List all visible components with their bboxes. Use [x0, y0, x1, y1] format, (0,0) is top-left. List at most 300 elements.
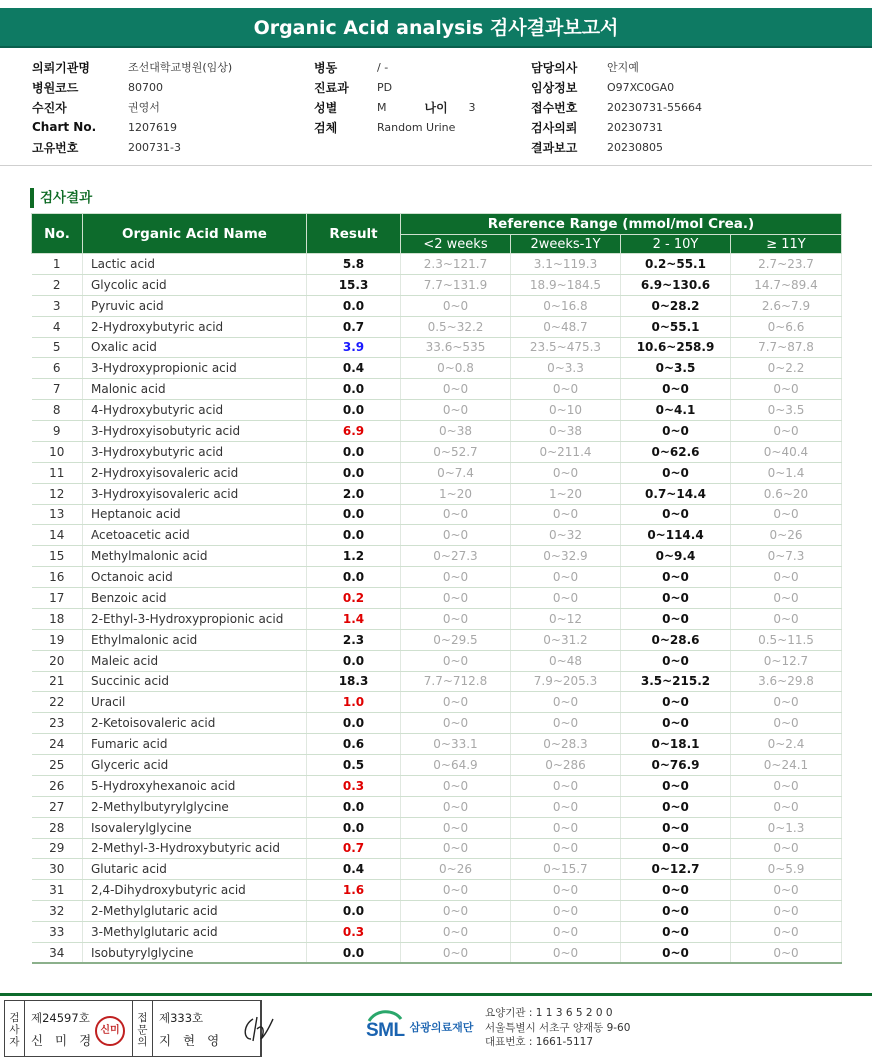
ref-2weeks-1y: 0~0	[511, 901, 621, 922]
result-value: 0.0	[307, 400, 401, 421]
result-value: 2.3	[307, 629, 401, 650]
info-value: 1207619	[128, 120, 177, 134]
row-number: 27	[32, 796, 83, 817]
table-row	[32, 400, 842, 421]
acid-name: 4-Hydroxybutyric acid	[83, 400, 307, 421]
result-value: 1.2	[307, 546, 401, 567]
ref-under-2-weeks: 0~0	[401, 796, 511, 817]
result-value: 0.3	[307, 775, 401, 796]
ref-under-2-weeks: 0~0	[401, 713, 511, 734]
acid-name: Octanoic acid	[83, 567, 307, 588]
ref-2-10y: 0~0	[621, 922, 731, 943]
table-row	[32, 588, 842, 609]
ref-under-2-weeks: 2.3~121.7	[401, 254, 511, 275]
ref-2-10y: 0~0	[621, 379, 731, 400]
ref-2-10y: 0~76.9	[621, 755, 731, 776]
ref-2weeks-1y: 0~10	[511, 400, 621, 421]
ref-under-2-weeks: 0~0	[401, 379, 511, 400]
contact-line: 대표번호 : 1661-5117	[485, 1036, 594, 1048]
reviewer-label: 접 문 의	[133, 1001, 153, 1056]
acid-name: 2-Hydroxyisovaleric acid	[83, 462, 307, 483]
reviewer-number: 제333호	[159, 1011, 204, 1025]
info-label: 고유번호	[32, 140, 79, 155]
result-value: 0.0	[307, 379, 401, 400]
info-row	[314, 97, 476, 117]
acid-name: Glutaric acid	[83, 859, 307, 880]
ref-11y-plus: 0~0	[731, 588, 842, 609]
acid-name: 2,4-Dihydroxybutyric acid	[83, 880, 307, 901]
reviewer-cell	[153, 1001, 261, 1056]
ref-11y-plus: 0.5~11.5	[731, 629, 842, 650]
result-value: 0.6	[307, 734, 401, 755]
result-value: 0.7	[307, 838, 401, 859]
result-value: 1.0	[307, 692, 401, 713]
result-value: 3.9	[307, 337, 401, 358]
result-value: 1.6	[307, 880, 401, 901]
ref-2weeks-1y: 0~0	[511, 817, 621, 838]
ref-2-10y: 0~0	[621, 713, 731, 734]
info-label: 임상정보	[531, 80, 578, 95]
org-logo-text: SML	[366, 1020, 405, 1041]
result-value: 5.8	[307, 254, 401, 275]
table-row	[32, 775, 842, 796]
results-table	[31, 213, 842, 964]
table-row	[32, 567, 842, 588]
ref-11y-plus: 0~0	[731, 880, 842, 901]
info-label: 검체	[314, 120, 338, 135]
info-label: 수진자	[32, 100, 67, 115]
info-row	[32, 57, 232, 77]
ref-under-2-weeks: 0~0	[401, 567, 511, 588]
table-row	[32, 525, 842, 546]
age-label: 나이	[424, 100, 448, 115]
ref-11y-plus: 0~1.4	[731, 462, 842, 483]
examiner-label: 검 사 자	[5, 1001, 25, 1056]
info-value: 조선대학교병원(임상)	[128, 61, 233, 74]
info-label: 접수번호	[531, 100, 578, 115]
ref-2-10y: 0~0	[621, 775, 731, 796]
ref-2-10y: 0~0	[621, 608, 731, 629]
age-value: 3	[468, 100, 476, 114]
org-logo	[366, 1006, 473, 1042]
ref-2-10y: 0~4.1	[621, 400, 731, 421]
info-row	[314, 117, 476, 137]
acid-name: Fumaric acid	[83, 734, 307, 755]
ref-under-2-weeks: 0~0	[401, 942, 511, 963]
ref-2-10y: 0~18.1	[621, 734, 731, 755]
table-row	[32, 504, 842, 525]
ref-2weeks-1y: 1~20	[511, 483, 621, 504]
ref-2-10y: 0~9.4	[621, 546, 731, 567]
ref-11y-plus: 0~0	[731, 775, 842, 796]
info-value: M	[377, 100, 387, 114]
ref-2weeks-1y: 0~16.8	[511, 295, 621, 316]
ref-2-10y: 0~0	[621, 567, 731, 588]
result-value: 6.9	[307, 421, 401, 442]
ref-under-2-weeks: 0~7.4	[401, 462, 511, 483]
acid-name: Isovalerylglycine	[83, 817, 307, 838]
ref-2weeks-1y: 0~0	[511, 838, 621, 859]
row-number: 24	[32, 734, 83, 755]
info-row	[32, 117, 232, 137]
ref-under-2-weeks: 0~0	[401, 650, 511, 671]
info-label: 병동	[314, 60, 338, 75]
info-row	[32, 97, 232, 117]
ref-under-2-weeks: 0~0	[401, 838, 511, 859]
ref-under-2-weeks: 0~29.5	[401, 629, 511, 650]
acid-name: Pyruvic acid	[83, 295, 307, 316]
result-value: 18.3	[307, 671, 401, 692]
ref-2weeks-1y: 0~0	[511, 942, 621, 963]
ref-2-10y: 0.2~55.1	[621, 254, 731, 275]
info-row	[32, 137, 232, 157]
row-number: 17	[32, 588, 83, 609]
header-age-11y-plus: ≥ 11Y	[731, 235, 842, 254]
acid-name: Heptanoic acid	[83, 504, 307, 525]
reviewer-name: 지 현 영	[159, 1033, 224, 1048]
info-label: Chart No.	[32, 120, 97, 134]
ref-11y-plus: 0~0	[731, 692, 842, 713]
ref-2-10y: 0~55.1	[621, 316, 731, 337]
examiner-name: 신 미 경	[31, 1033, 96, 1048]
info-row	[531, 97, 702, 117]
table-row	[32, 358, 842, 379]
acid-name: Succinic acid	[83, 671, 307, 692]
examiner-seal-icon: 신미	[95, 1016, 125, 1046]
acid-name: 3-Hydroxybutyric acid	[83, 441, 307, 462]
ref-2weeks-1y: 0~3.3	[511, 358, 621, 379]
ref-2-10y: 0.7~14.4	[621, 483, 731, 504]
row-number: 8	[32, 400, 83, 421]
report-title: Organic Acid analysis 검사결과보고서	[0, 8, 872, 48]
table-row	[32, 859, 842, 880]
info-row	[314, 77, 476, 97]
result-value: 0.0	[307, 713, 401, 734]
row-number: 5	[32, 337, 83, 358]
ref-11y-plus: 0~12.7	[731, 650, 842, 671]
row-number: 1	[32, 254, 83, 275]
ref-2-10y: 0~0	[621, 421, 731, 442]
ref-11y-plus: 0~0	[731, 922, 842, 943]
row-number: 19	[32, 629, 83, 650]
acid-name: 2-Ethyl-3-Hydroxypropionic acid	[83, 608, 307, 629]
ref-2-10y: 0~62.6	[621, 441, 731, 462]
ref-2weeks-1y: 0~0	[511, 379, 621, 400]
result-value: 0.0	[307, 796, 401, 817]
row-number: 4	[32, 316, 83, 337]
ref-2weeks-1y: 0~0	[511, 504, 621, 525]
examiner-number: 제24597호	[31, 1011, 90, 1025]
row-number: 32	[32, 901, 83, 922]
ref-11y-plus: 2.6~7.9	[731, 295, 842, 316]
result-value: 0.0	[307, 942, 401, 963]
ref-under-2-weeks: 0~33.1	[401, 734, 511, 755]
row-number: 21	[32, 671, 83, 692]
signature-box	[4, 1000, 262, 1057]
ref-11y-plus: 0~0	[731, 608, 842, 629]
row-number: 18	[32, 608, 83, 629]
ref-2weeks-1y: 0~211.4	[511, 441, 621, 462]
row-number: 10	[32, 441, 83, 462]
table-row	[32, 817, 842, 838]
ref-11y-plus: 0~26	[731, 525, 842, 546]
ref-11y-plus: 0~1.3	[731, 817, 842, 838]
acid-name: Benzoic acid	[83, 588, 307, 609]
ref-11y-plus: 7.7~87.8	[731, 337, 842, 358]
header-name: Organic Acid Name	[83, 214, 307, 254]
ref-2weeks-1y: 0~0	[511, 567, 621, 588]
info-label: 담당의사	[531, 60, 578, 75]
row-number: 9	[32, 421, 83, 442]
acid-name: Maleic acid	[83, 650, 307, 671]
ref-2weeks-1y: 0~38	[511, 421, 621, 442]
table-row	[32, 901, 842, 922]
ref-under-2-weeks: 0~0	[401, 901, 511, 922]
row-number: 2	[32, 274, 83, 295]
info-value: 안지예	[607, 61, 639, 74]
acid-name: 3-Methylglutaric acid	[83, 922, 307, 943]
acid-name: 3-Hydroxyisobutyric acid	[83, 421, 307, 442]
ref-under-2-weeks: 0~0	[401, 692, 511, 713]
result-value: 0.0	[307, 462, 401, 483]
info-value: 20230731-55664	[607, 100, 702, 114]
ref-under-2-weeks: 1~20	[401, 483, 511, 504]
result-value: 0.5	[307, 755, 401, 776]
ref-under-2-weeks: 0~52.7	[401, 441, 511, 462]
ref-2-10y: 0~0	[621, 692, 731, 713]
header-no: No.	[32, 214, 83, 254]
ref-under-2-weeks: 7.7~131.9	[401, 274, 511, 295]
info-label: 의뢰기관명	[32, 60, 90, 75]
info-value: 권영서	[128, 101, 160, 114]
ref-under-2-weeks: 33.6~535	[401, 337, 511, 358]
ref-2-10y: 0~12.7	[621, 859, 731, 880]
ref-2-10y: 0~28.2	[621, 295, 731, 316]
ref-11y-plus: 14.7~89.4	[731, 274, 842, 295]
acid-name: 2-Hydroxybutyric acid	[83, 316, 307, 337]
ref-2-10y: 0~0	[621, 650, 731, 671]
ref-11y-plus: 0~0	[731, 796, 842, 817]
header-reference-range: Reference Range (mmol/mol Crea.)	[401, 214, 842, 235]
info-label: 성별	[314, 100, 338, 115]
table-row	[32, 608, 842, 629]
table-row	[32, 838, 842, 859]
signature-icon	[239, 1013, 275, 1045]
ref-2weeks-1y: 0~0	[511, 713, 621, 734]
acid-name: Glycolic acid	[83, 274, 307, 295]
ref-2weeks-1y: 0~48.7	[511, 316, 621, 337]
row-number: 7	[32, 379, 83, 400]
table-row	[32, 254, 842, 275]
ref-2weeks-1y: 0~48	[511, 650, 621, 671]
ref-11y-plus: 0~0	[731, 838, 842, 859]
info-row	[531, 77, 702, 97]
ref-2weeks-1y: 0~0	[511, 922, 621, 943]
ref-under-2-weeks: 7.7~712.8	[401, 671, 511, 692]
table-row	[32, 942, 842, 963]
info-label: 결과보고	[531, 140, 578, 155]
row-number: 16	[32, 567, 83, 588]
ref-under-2-weeks: 0~0.8	[401, 358, 511, 379]
info-value: Random Urine	[377, 120, 456, 134]
row-number: 23	[32, 713, 83, 734]
ref-2weeks-1y: 0~0	[511, 462, 621, 483]
row-number: 28	[32, 817, 83, 838]
result-value: 0.3	[307, 922, 401, 943]
row-number: 22	[32, 692, 83, 713]
row-number: 25	[32, 755, 83, 776]
ref-11y-plus: 0~0	[731, 421, 842, 442]
ref-11y-plus: 0.6~20	[731, 483, 842, 504]
contact-line: 서울특별시 서초구 양재동 9-60	[485, 1021, 631, 1034]
ref-2-10y: 0~0	[621, 504, 731, 525]
table-row	[32, 650, 842, 671]
acid-name: Lactic acid	[83, 254, 307, 275]
result-value: 0.0	[307, 901, 401, 922]
ref-2weeks-1y: 0~0	[511, 775, 621, 796]
ref-2-10y: 0~3.5	[621, 358, 731, 379]
ref-2-10y: 0~0	[621, 462, 731, 483]
result-value: 0.0	[307, 650, 401, 671]
results-body	[32, 254, 842, 964]
ref-2weeks-1y: 23.5~475.3	[511, 337, 621, 358]
ref-11y-plus: 2.7~23.7	[731, 254, 842, 275]
table-row	[32, 274, 842, 295]
info-row	[531, 117, 702, 137]
info-label: 검사의뢰	[531, 120, 578, 135]
patient-info-col3	[531, 57, 702, 157]
ref-2weeks-1y: 0~12	[511, 608, 621, 629]
ref-2-10y: 0~0	[621, 817, 731, 838]
ref-under-2-weeks: 0~0	[401, 400, 511, 421]
ref-11y-plus: 0~24.1	[731, 755, 842, 776]
ref-2weeks-1y: 0~32	[511, 525, 621, 546]
acid-name: Acetoacetic acid	[83, 525, 307, 546]
info-value: 20230731	[607, 120, 663, 134]
ref-2weeks-1y: 0~0	[511, 588, 621, 609]
ref-2-10y: 0~0	[621, 901, 731, 922]
ref-2weeks-1y: 18.9~184.5	[511, 274, 621, 295]
row-number: 11	[32, 462, 83, 483]
ref-2weeks-1y: 0~286	[511, 755, 621, 776]
ref-under-2-weeks: 0~0	[401, 504, 511, 525]
result-value: 0.0	[307, 525, 401, 546]
ref-11y-plus: 0~0	[731, 942, 842, 963]
table-row	[32, 462, 842, 483]
result-value: 0.7	[307, 316, 401, 337]
table-row	[32, 337, 842, 358]
ref-11y-plus: 0~40.4	[731, 441, 842, 462]
table-row	[32, 316, 842, 337]
info-label: 진료과	[314, 80, 349, 95]
ref-under-2-weeks: 0~0	[401, 922, 511, 943]
table-row	[32, 755, 842, 776]
table-row	[32, 796, 842, 817]
header-age-under-2-weeks: <2 weeks	[401, 235, 511, 254]
info-value: PD	[377, 80, 393, 94]
row-number: 26	[32, 775, 83, 796]
ref-11y-plus: 0~3.5	[731, 400, 842, 421]
result-value: 15.3	[307, 274, 401, 295]
ref-under-2-weeks: 0~38	[401, 421, 511, 442]
table-row	[32, 421, 842, 442]
row-number: 30	[32, 859, 83, 880]
ref-11y-plus: 0~0	[731, 567, 842, 588]
acid-name: Uracil	[83, 692, 307, 713]
ref-2weeks-1y: 7.9~205.3	[511, 671, 621, 692]
ref-under-2-weeks: 0~0	[401, 880, 511, 901]
acid-name: 5-Hydroxyhexanoic acid	[83, 775, 307, 796]
row-number: 14	[32, 525, 83, 546]
ref-11y-plus: 0~0	[731, 901, 842, 922]
info-value: O97XC0GA0	[607, 80, 675, 94]
ref-under-2-weeks: 0~26	[401, 859, 511, 880]
result-value: 0.2	[307, 588, 401, 609]
row-number: 31	[32, 880, 83, 901]
acid-name: 2-Methylglutaric acid	[83, 901, 307, 922]
table-row	[32, 295, 842, 316]
row-number: 12	[32, 483, 83, 504]
result-value: 0.0	[307, 567, 401, 588]
info-value: 20230805	[607, 140, 663, 154]
ref-2-10y: 0~28.6	[621, 629, 731, 650]
ref-under-2-weeks: 0~0	[401, 588, 511, 609]
ref-2weeks-1y: 0~0	[511, 796, 621, 817]
ref-2weeks-1y: 0~32.9	[511, 546, 621, 567]
row-number: 13	[32, 504, 83, 525]
info-row	[531, 137, 702, 157]
result-value: 0.0	[307, 441, 401, 462]
ref-under-2-weeks: 0~0	[401, 525, 511, 546]
ref-11y-plus: 0~2.2	[731, 358, 842, 379]
result-value: 1.4	[307, 608, 401, 629]
table-row	[32, 880, 842, 901]
org-contact	[485, 1006, 630, 1050]
ref-under-2-weeks: 0~27.3	[401, 546, 511, 567]
ref-under-2-weeks: 0~0	[401, 817, 511, 838]
org-name: 삼광의료재단	[409, 1021, 474, 1034]
row-number: 3	[32, 295, 83, 316]
row-number: 15	[32, 546, 83, 567]
table-row	[32, 734, 842, 755]
examiner-cell	[25, 1001, 133, 1056]
ref-under-2-weeks: 0~64.9	[401, 755, 511, 776]
info-value: / -	[377, 60, 389, 74]
row-number: 33	[32, 922, 83, 943]
table-row	[32, 713, 842, 734]
acid-name: 3-Hydroxyisovaleric acid	[83, 483, 307, 504]
row-number: 29	[32, 838, 83, 859]
ref-2-10y: 0~114.4	[621, 525, 731, 546]
ref-2-10y: 0~0	[621, 880, 731, 901]
patient-info-col1	[32, 57, 232, 157]
info-value: 80700	[128, 80, 163, 94]
acid-name: 3-Hydroxypropionic acid	[83, 358, 307, 379]
ref-2weeks-1y: 0~28.3	[511, 734, 621, 755]
section-title: 검사결과	[30, 188, 92, 208]
info-row	[32, 77, 232, 97]
table-row	[32, 483, 842, 504]
table-row	[32, 671, 842, 692]
ref-under-2-weeks: 0~0	[401, 295, 511, 316]
ref-2-10y: 10.6~258.9	[621, 337, 731, 358]
ref-2weeks-1y: 0~15.7	[511, 859, 621, 880]
info-row	[314, 57, 476, 77]
ref-2-10y: 0~0	[621, 942, 731, 963]
footer-divider	[0, 993, 872, 996]
acid-name: 2-Methyl-3-Hydroxybutyric acid	[83, 838, 307, 859]
ref-2-10y: 0~0	[621, 838, 731, 859]
